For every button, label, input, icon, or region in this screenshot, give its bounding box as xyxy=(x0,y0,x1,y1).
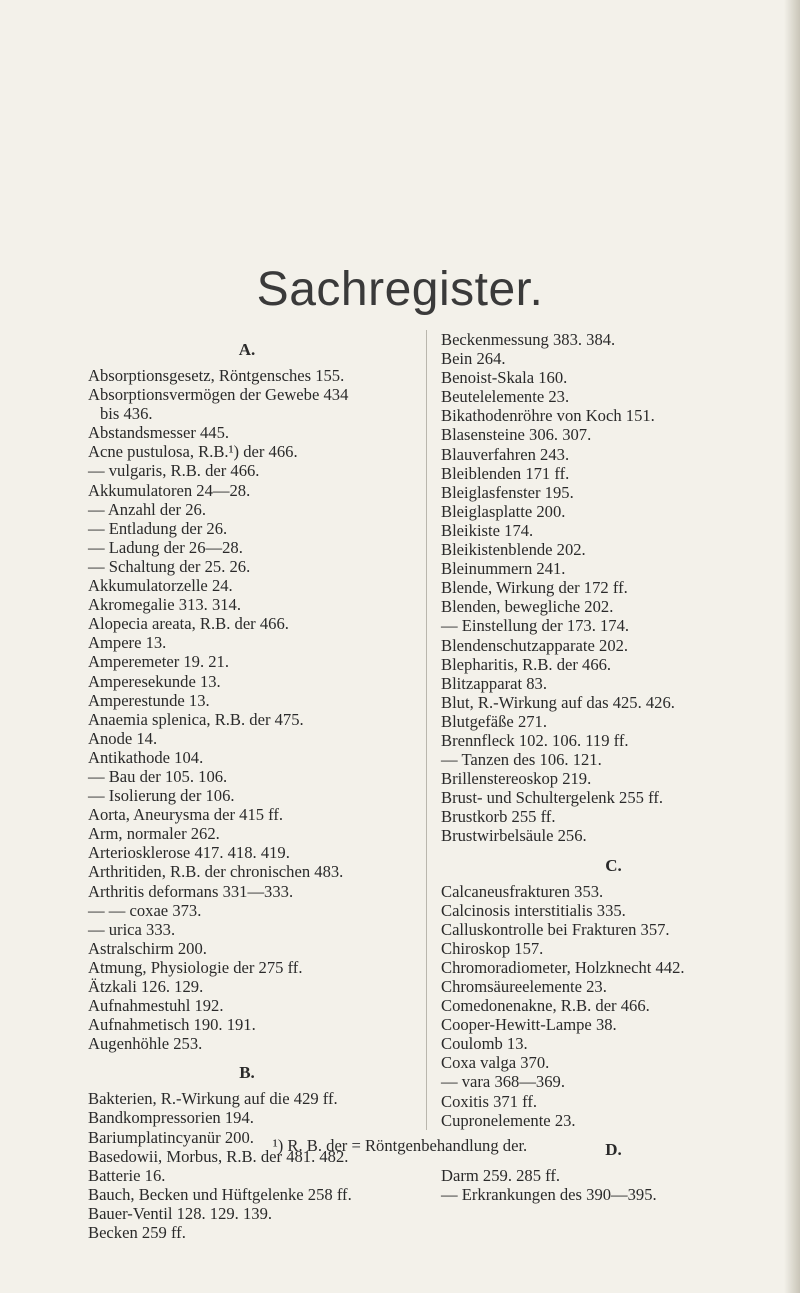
index-entry: Aufnahmestuhl 192. xyxy=(88,996,224,1016)
index-entry: Bauch, Becken und Hüftgelenke 258 ff. xyxy=(88,1184,352,1204)
footnote: ¹) R. B. der = Röntgenbehandlung der. xyxy=(272,1136,528,1155)
index-entry: — vara 368—369. xyxy=(441,1072,565,1092)
index-entry: Bleinummern 241. xyxy=(441,559,566,579)
index-entry: Abstandsmesser 445. xyxy=(88,423,230,443)
index-entry: Brillenstereoskop 219. xyxy=(441,769,592,789)
index-entry: Arteriosklerose 417. 418. 419. xyxy=(88,843,290,863)
index-entry: Bariumplatincyanür 200. xyxy=(88,1127,254,1147)
index-entry: Bikathodenröhre von Koch 151. xyxy=(441,406,655,426)
index-entry: Batterie 16. xyxy=(88,1165,166,1185)
index-column-left xyxy=(88,330,406,1242)
index-entry: Blenden, bewegliche 202. xyxy=(441,597,614,617)
index-entry: Blende, Wirkung der 172 ff. xyxy=(441,578,628,598)
index-entry: Bein 264. xyxy=(441,349,506,369)
index-column-right xyxy=(426,330,786,1204)
index-entry: Arthritis deformans 331—333. xyxy=(88,881,294,901)
page-title: Sachregister. xyxy=(256,263,544,316)
index-entry: Bakterien, R.-Wirkung auf die 429 ff. xyxy=(88,1089,338,1109)
index-entry: Arthritiden, R.B. der chronischen 483. xyxy=(88,862,344,882)
index-entry: — Schaltung der 25. 26. xyxy=(88,556,251,576)
index-entry: Absorptionsgesetz, Röntgensches 155. xyxy=(88,366,345,385)
page-edge xyxy=(784,0,800,1293)
index-entry: — Bau der 105. 106. xyxy=(88,766,228,786)
index-entry: Blendenschutzapparate 202. xyxy=(441,635,629,655)
index-entry: Blut, R.-Wirkung auf das 425. 426. xyxy=(441,692,675,712)
index-entry: Blutgefäße 271. xyxy=(441,711,547,731)
index-entry: Brust- und Schultergelenk 255 ff. xyxy=(441,788,663,808)
index-entry: Akromegalie 313. 314. xyxy=(88,595,241,615)
index-entry: Astralschirm 200. xyxy=(88,938,207,958)
index-entry: — — coxae 373. xyxy=(88,900,202,920)
index-entry: Cupronelemente 23. xyxy=(441,1110,576,1130)
index-entry: Coxa valga 370. xyxy=(441,1053,550,1073)
index-entry: — Tanzen des 106. 121. xyxy=(441,750,602,770)
index-entry: Bleiblenden 171 ff. xyxy=(441,463,570,483)
index-entry: Ampere 13. xyxy=(88,633,167,653)
index-entry: Coulomb 13. xyxy=(441,1034,528,1054)
index-entry: — urica 333. xyxy=(88,919,176,939)
index-entry: Beutelelemente 23. xyxy=(441,387,570,407)
index-entry: Anode 14. xyxy=(88,728,158,748)
index-entry: Arm, normaler 262. xyxy=(88,824,220,844)
index-entry: bis 436. xyxy=(100,404,153,424)
index-entry: Bleiglasfenster 195. xyxy=(441,482,574,502)
index-entry: Bandkompressorien 194. xyxy=(88,1108,254,1128)
index-entry: Chiroskop 157. xyxy=(441,938,544,958)
index-entry: Calcinosis interstitialis 335. xyxy=(441,900,626,920)
index-entry: Blasensteine 306. 307. xyxy=(441,425,592,445)
index-entry: — Ladung der 26—28. xyxy=(88,537,243,557)
index-entry: Calcaneusfrakturen 353. xyxy=(441,881,604,901)
index-entry: Aorta, Aneurysma der 415 ff. xyxy=(88,805,284,825)
index-entry: Comedonenakne, R.B. der 466. xyxy=(441,996,650,1016)
index-entry: Chromoradiometer, Holzknecht 442. xyxy=(441,957,685,977)
index-entry: Atmung, Physiologie der 275 ff. xyxy=(88,957,303,977)
index-entry: — Erkrankungen des 390—395. xyxy=(441,1184,657,1204)
index-entry: Anaemia splenica, R.B. der 475. xyxy=(88,709,304,729)
section-letter: B. xyxy=(239,1063,255,1083)
index-entry: — vulgaris, R.B. der 466. xyxy=(88,461,260,481)
index-entry: Basedowii, Morbus, R.B. der 481. 482. xyxy=(88,1146,349,1166)
index-entry: Cooper-Hewitt-Lampe 38. xyxy=(441,1015,617,1035)
index-entry: Calluskontrolle bei Frakturen 357. xyxy=(441,919,670,939)
index-entry: Bleiglasplatte 200. xyxy=(441,501,566,521)
index-entry: — Isolierung der 106. xyxy=(88,786,235,806)
index-entry: Alopecia areata, R.B. der 466. xyxy=(88,614,289,634)
index-entry: Absorptionsvermögen der Gewebe 434 xyxy=(88,385,349,405)
index-entry: — Einstellung der 173. 174. xyxy=(441,616,630,636)
section-letter: D. xyxy=(605,1139,622,1159)
index-entry: Akkumulatorzelle 24. xyxy=(88,576,233,596)
index-entry: Augenhöhle 253. xyxy=(88,1034,203,1054)
index-entry: Akkumulatoren 24—28. xyxy=(88,480,251,500)
index-entry: — Entladung der 26. xyxy=(88,518,228,538)
index-entry: Beckenmessung 383. 384. xyxy=(441,330,616,349)
index-entry: Benoist-Skala 160. xyxy=(441,368,568,388)
index-entry: Ätzkali 126. 129. xyxy=(88,977,204,996)
index-entry: Blepharitis, R.B. der 466. xyxy=(441,654,612,674)
index-entry: Blitzapparat 83. xyxy=(441,673,547,693)
index-entry: Aufnahmetisch 190. 191. xyxy=(88,1015,256,1035)
index-entry: Bauer-Ventil 128. 129. 139. xyxy=(88,1203,273,1223)
index-entry: Brustwirbelsäule 256. xyxy=(441,826,587,846)
section-letter: A. xyxy=(238,340,256,359)
index-entry: Darm 259. 285 ff. xyxy=(441,1165,561,1185)
index-entry: Becken 259 ff. xyxy=(88,1223,186,1243)
index-entry: Amperemeter 19. 21. xyxy=(88,652,229,672)
index-entry: Antikathode 104. xyxy=(88,747,204,767)
index-entry: Chromsäureelemente 23. xyxy=(441,977,607,996)
index-entry: Brustkorb 255 ff. xyxy=(441,807,556,827)
index-entry: Acne pustulosa, R.B.¹) der 466. xyxy=(88,442,298,462)
index-entry: Bleikiste 174. xyxy=(441,520,534,540)
index-entry: Brennfleck 102. 106. 119 ff. xyxy=(441,730,629,750)
index-entry: Amperestunde 13. xyxy=(88,690,210,710)
index-entry: Bleikistenblende 202. xyxy=(441,540,586,560)
index-entry: Amperesekunde 13. xyxy=(88,671,221,691)
index-entry: — Anzahl der 26. xyxy=(88,499,206,519)
index-entry: Blauverfahren 243. xyxy=(441,444,570,464)
section-letter: C. xyxy=(605,855,622,875)
index-entry: Coxitis 371 ff. xyxy=(441,1091,538,1111)
